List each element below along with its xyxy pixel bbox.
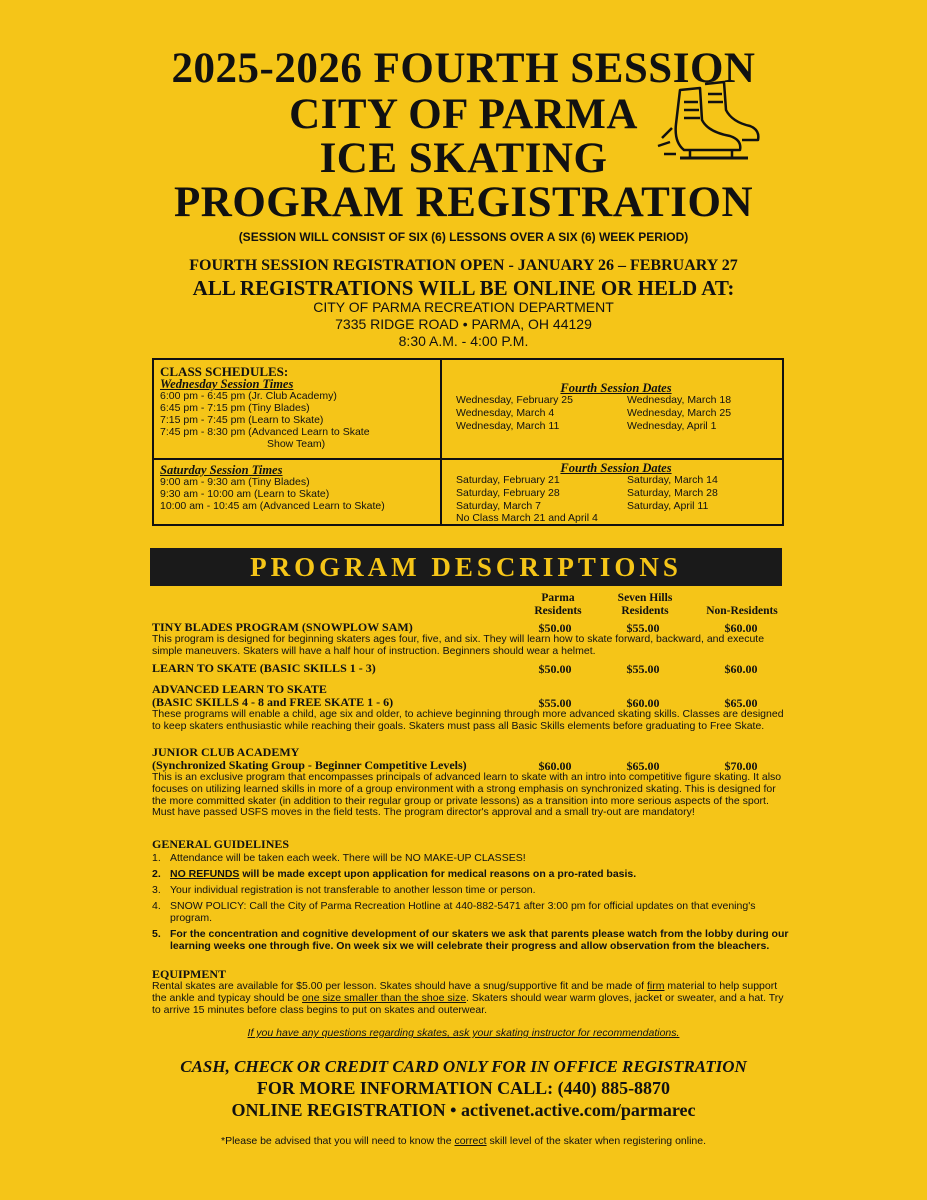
wednesday-dates-label: Fourth Session Dates <box>560 381 672 395</box>
payment-methods: CASH, CHECK OR CREDIT CARD ONLY FOR IN OFFICE REGISTRATION <box>180 1057 747 1076</box>
program-advanced-learn-to-skate <box>152 683 792 733</box>
guideline-text: For the concentration and cognitive development of our skaters we ask that parents please watch from the lobby during our learning weeks one through five. On week six we will celebrate their progress and allow observation from the bleachers. <box>170 928 789 952</box>
class-schedule-table <box>152 358 784 526</box>
program-subtitle: (Synchronized Skating Group - Beginner Competitive Levels) <box>152 758 467 772</box>
session-date: Saturday, March 28 <box>627 487 718 499</box>
program-description: This is an exclusive program that encompasses principals of advanced learn to skate with an intro into competitive figure skating. It also focuses on utilizing learned skills in more of a group environment with a strong emphasis on synchronized skating. This is designed for the more committed skater (in addition to their regular group or private lessons) as a transition into more serious aspects of the sport. Must have passed USFS moves in the field tests. The program director's approval and a small try-out are mandatory! <box>152 771 782 819</box>
saturday-times-cell <box>160 464 438 512</box>
price-parma: $55.00 <box>538 696 572 710</box>
guideline-item <box>152 900 792 924</box>
program-title: LEARN TO SKATE (BASIC SKILLS 1 - 3) <box>152 661 376 675</box>
wednesday-label: Wednesday Session Times <box>160 377 294 391</box>
price-non-residents: $60.00 <box>724 621 758 635</box>
saturday-dates-cell <box>456 462 776 524</box>
program-title: JUNIOR CLUB ACADEMY <box>152 745 300 759</box>
equipment-text-part: Rental skates are available for $5.00 per lesson. Skates should have a snug/supportive fit and be made of <box>152 980 647 992</box>
price-seven-hills: $60.00 <box>626 696 660 710</box>
program-descriptions-banner: PROGRAM DESCRIPTIONS <box>150 548 782 586</box>
guideline-number: 3. <box>152 884 161 896</box>
title-line-4: PROGRAM REGISTRATION <box>174 179 753 226</box>
time-slot: 7:15 pm - 7:45 pm (Learn to Skate) <box>160 414 324 426</box>
address-line-2: 7335 RIDGE ROAD • PARMA, OH 44129 <box>335 316 592 332</box>
price-seven-hills: $55.00 <box>626 662 660 676</box>
session-date: Saturday, March 14 <box>627 474 718 486</box>
session-date: Wednesday, March 4 <box>456 407 555 419</box>
equipment-questions: If you have any questions regarding skates, ask your skating instructor for recommendations. <box>247 1027 680 1039</box>
registrations-where: ALL REGISTRATIONS WILL BE ONLINE OR HELD AT: <box>192 276 735 300</box>
guidelines-heading: GENERAL GUIDELINES <box>152 837 290 851</box>
saturday-label: Saturday Session Times <box>160 463 283 477</box>
online-registration-link[interactable]: ONLINE REGISTRATION • activenet.active.com/parmarec <box>231 1100 696 1120</box>
price-seven-hills: $55.00 <box>626 621 660 635</box>
column-header-line: Residents <box>621 605 669 617</box>
session-date: Wednesday, March 11 <box>456 420 560 432</box>
no-class-note: No Class March 21 and April 4 <box>456 512 598 524</box>
guideline-text: SNOW POLICY: Call the City of Parma Recreation Hotline at 440-882-5471 after 3:00 pm for official updates on that evening's program. <box>170 900 756 924</box>
equipment-text-part: . Skaters should wear warm gloves, jacket or sweater, and a hat. Try to arrive 15 minutes before class begins to put on skates and outerwear. <box>152 991 784 1016</box>
guideline-item <box>152 928 792 952</box>
program-title: TINY BLADES PROGRAM (SNOWPLOW SAM) <box>152 620 413 634</box>
guideline-item <box>152 852 792 864</box>
price-non-residents: $60.00 <box>724 662 758 676</box>
price-non-residents: $70.00 <box>724 759 758 773</box>
program-description: These programs will enable a child, age six and older, to achieve beginning through more advanced skating skills. Classes are designed to keep skaters enthusiastic while reaching their goals. Skaters must pass all Basic Skills elements before graduating to Free Skate. <box>152 708 784 732</box>
column-header-parma <box>520 592 596 618</box>
column-header-line <box>694 592 790 605</box>
program-learn-to-skate <box>152 662 792 675</box>
session-date: Saturday, February 28 <box>456 487 560 499</box>
time-slot: Show Team) <box>267 438 326 450</box>
guideline-number: 5. <box>152 928 161 940</box>
address-line-1: CITY OF PARMA RECREATION DEPARTMENT <box>313 299 614 315</box>
price-parma: $50.00 <box>538 662 572 676</box>
title-line-1: 2025-2026 FOURTH SESSION <box>171 45 756 92</box>
column-header-line: Non-Residents <box>706 605 778 617</box>
wednesday-times-cell <box>160 366 438 450</box>
session-date: Wednesday, February 25 <box>456 394 573 406</box>
price-seven-hills: $65.00 <box>626 759 660 773</box>
program-junior-club-academy <box>152 746 792 819</box>
guideline-item <box>152 884 792 896</box>
session-date: Saturday, March 7 <box>456 500 542 512</box>
column-header-line: Parma <box>541 592 575 604</box>
guideline-text: will be made except upon application for medical reasons on a pro-rated basis. <box>239 868 637 880</box>
session-date: Wednesday, April 1 <box>627 420 717 432</box>
time-slot: 9:00 am - 9:30 am (Tiny Blades) <box>160 476 310 488</box>
time-slot: 9:30 am - 10:00 am (Learn to Skate) <box>160 488 330 500</box>
note-text-part: *Please be advised that you will need to know the <box>220 1135 455 1147</box>
session-note: (SESSION WILL CONSIST OF SIX (6) LESSONS OVER A SIX (6) WEEK PERIOD) <box>238 230 689 244</box>
equipment-section <box>152 968 792 1016</box>
more-info-phone: FOR MORE INFORMATION CALL: (440) 885-8870 <box>256 1078 671 1098</box>
registration-open: FOURTH SESSION REGISTRATION OPEN - JANUARY 26 – FEBRUARY 27 <box>189 257 738 274</box>
time-slot: 7:45 pm - 8:30 pm (Advanced Learn to Skate <box>160 426 370 438</box>
skill-level-note <box>0 1135 927 1147</box>
guideline-text: Attendance will be taken each week. There will be NO MAKE-UP CLASSES! <box>170 852 526 864</box>
time-slot: 6:45 pm - 7:15 pm (Tiny Blades) <box>160 402 310 414</box>
correct-text: correct <box>454 1135 487 1147</box>
program-tiny-blades <box>152 621 792 658</box>
size-text: one size smaller than the shoe size <box>302 991 467 1004</box>
guideline-number: 2. <box>152 868 161 880</box>
guideline-item <box>152 868 792 880</box>
title-line-2: CITY OF PARMA <box>289 91 638 138</box>
ice-skates-icon <box>650 80 760 180</box>
price-non-residents: $65.00 <box>724 696 758 710</box>
title-line-3: ICE SKATING <box>319 135 608 182</box>
session-date: Saturday, February 21 <box>456 474 560 486</box>
session-date: Saturday, April 11 <box>627 500 709 512</box>
price-parma: $50.00 <box>538 621 572 635</box>
price-parma: $60.00 <box>538 759 572 773</box>
saturday-dates-label: Fourth Session Dates <box>560 461 672 475</box>
table-divider <box>440 360 442 524</box>
time-slot: 6:00 pm - 6:45 pm (Jr. Club Academy) <box>160 390 337 402</box>
column-header-line: Seven Hills <box>617 592 673 604</box>
program-title: ADVANCED LEARN TO SKATE <box>152 682 327 696</box>
table-divider <box>154 458 782 460</box>
program-description: This program is designed for beginning skaters ages four, five, and six. They will learn how to skate forward, backward, and execute simple maneuvers. Skaters will have a half hour of instruction. Beginners should wear a helmet. <box>152 633 765 657</box>
column-header-seven-hills <box>604 592 686 618</box>
time-slot: 10:00 am - 10:45 am (Advanced Learn to Skate) <box>160 500 385 512</box>
session-date: Wednesday, March 25 <box>627 407 732 419</box>
equipment-text <box>152 981 792 1016</box>
column-header-non-residents <box>694 592 790 618</box>
firm-text: firm <box>646 980 665 992</box>
office-hours: 8:30 A.M. - 4:00 P.M. <box>398 333 529 349</box>
guideline-text: Your individual registration is not transferable to another lesson time or person. <box>170 884 536 896</box>
wednesday-dates-cell <box>456 382 776 432</box>
guideline-number: 4. <box>152 900 161 912</box>
general-guidelines <box>152 838 792 956</box>
no-refunds-text: NO REFUNDS <box>170 868 240 880</box>
note-text-part: skill level of the skater when registering online. <box>486 1135 707 1147</box>
equipment-text-part: material to help support the ankle and typicay should be <box>152 980 778 1004</box>
session-date: Wednesday, March 18 <box>627 394 732 406</box>
schedule-heading: CLASS SCHEDULES: <box>160 364 289 379</box>
column-header-line: Residents <box>534 605 582 617</box>
guideline-number: 1. <box>152 852 161 864</box>
program-subtitle: (BASIC SKILLS 4 - 8 and FREE SKATE 1 - 6) <box>152 695 394 709</box>
equipment-heading: EQUIPMENT <box>152 967 227 981</box>
